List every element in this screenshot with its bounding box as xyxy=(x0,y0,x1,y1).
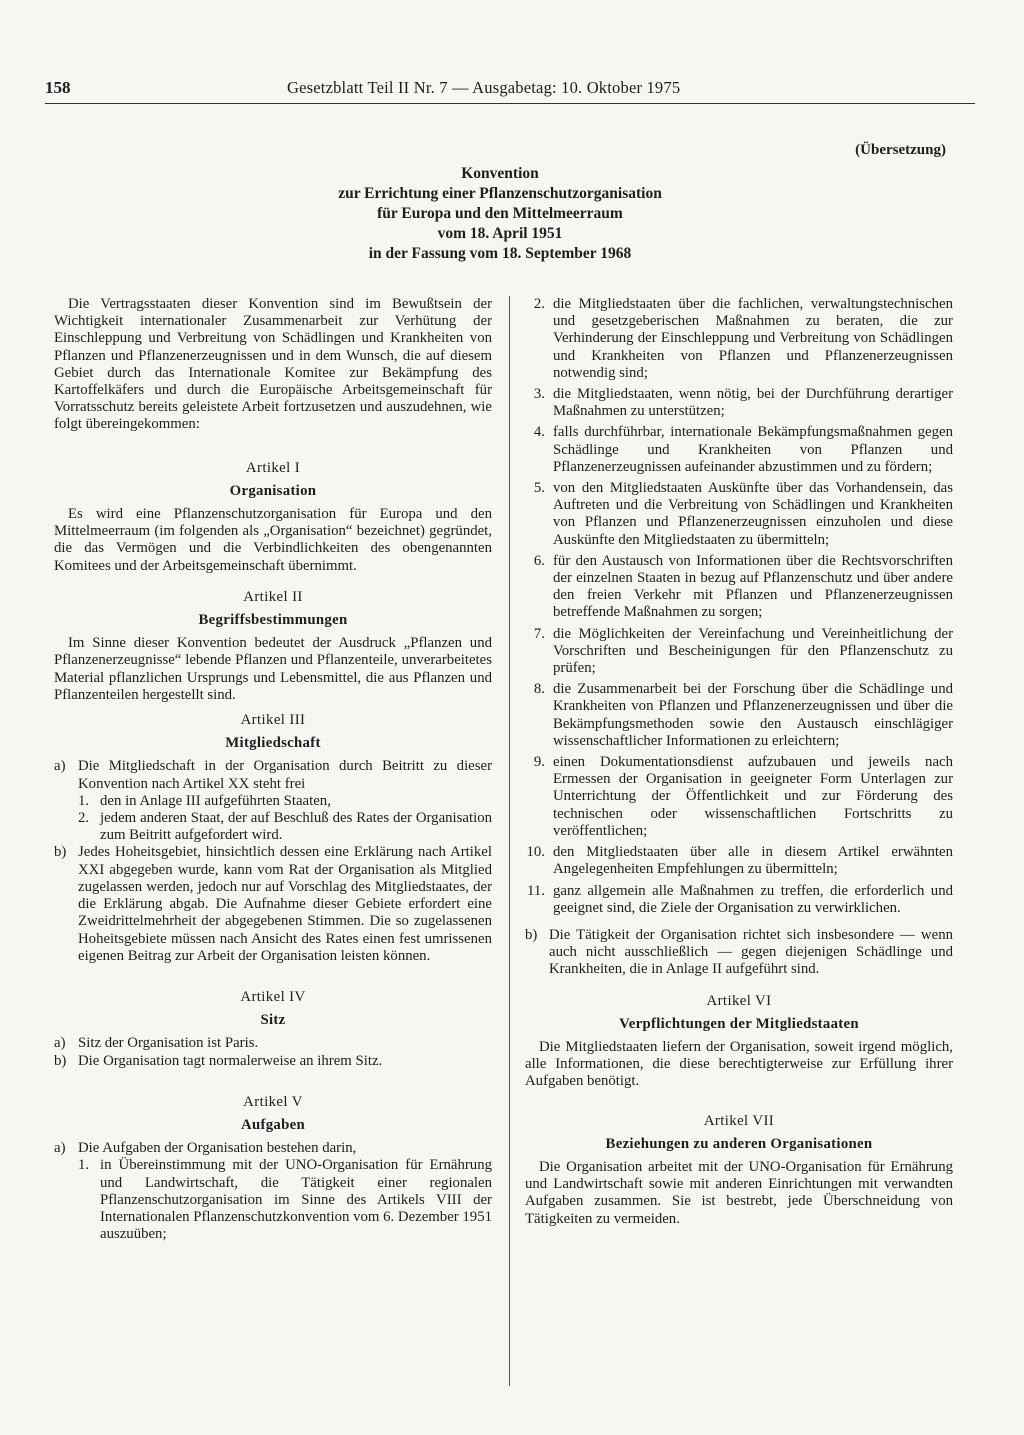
list-item xyxy=(525,296,953,382)
item-text: den Mitgliedstaaten über alle in diesem Artikel erwähnten Angelegenheiten Empfehlungen zu übermitteln; xyxy=(553,844,953,878)
item-text: die Mitgliedstaaten über die fachlichen, verwaltungstechnischen und gesetzgeberischen Maßnahmen zu beraten, die zur Verhinderung der Einschleppung und Verbreitung von Schädlingen und Krankheiten von Pflanzen und Pflanzenerzeugnissen notwendig sind; xyxy=(553,296,953,381)
page-header xyxy=(45,78,975,102)
list-item xyxy=(525,480,953,549)
item-text: ganz allgemein alle Maßnahmen zu treffen, die erforderlich und geeignet sind, die Ziele der Organisation zu verwirklichen. xyxy=(553,882,953,916)
article-title: Verpflichtungen der Mitgliedstaaten xyxy=(619,1015,859,1032)
header-rule xyxy=(45,103,975,104)
item-marker: 11. xyxy=(527,882,545,899)
item-marker: 1. xyxy=(78,1157,90,1174)
item-marker: 6. xyxy=(533,552,545,569)
item-marker: a) xyxy=(54,758,66,775)
title-line: für Europa und den Mittelmeerraum xyxy=(377,205,623,222)
list-item xyxy=(525,681,953,750)
item-text: Sitz der Organisation ist Paris. xyxy=(78,1035,259,1052)
article-text: Es wird eine Pflanzenschutzorganisation für Europa und den Mittelmeerraum (im folgenden als „Organisation“ bezeichnet) gegründet, die das Vermögen und die Verbindlichkeiten des obengenannten Komitees und der Arbeitsgemeinschaft übernimmt. xyxy=(54,506,492,574)
item-text: für den Austausch von Informationen über die Rechtsvorschriften der einzelnen Staaten in bezug auf Pflanzenschutz und über andere den freien Verkehr mit Pflanzen und Pflanzenerzeugnissen betreffende Maßnahmen zu sorgen; xyxy=(553,552,953,621)
item-marker: 7. xyxy=(533,625,545,642)
item-text: Die Mitgliedschaft in der Organisation durch Beitritt zu dieser Konvention nach Artikel XX steht frei xyxy=(78,758,492,792)
article-text: Im Sinne dieser Konvention bedeutet der Ausdruck „Pflanzen und Pflanzenerzeugnisse“ lebende Pflanzen und Pflanzenteile, unverarbeitetes Material pflanzlichen Ursprungs und Lebensmittel, die aus Pflanzen und Pflanzenteilen hergestellt sind. xyxy=(54,635,492,703)
title-line: in der Fassung vom 18. September 1968 xyxy=(368,245,632,262)
left-column xyxy=(54,296,492,1243)
sub-item xyxy=(78,793,492,810)
item-text: falls durchführbar, internationale Bekämpfungsmaßnahmen gegen Schädlinge und Krankheiten von Pflanzen und Pflanzenerzeugnissen aufeinander abzustimmen und zu fördern; xyxy=(553,424,953,475)
document-title xyxy=(200,164,800,264)
item-marker: 8. xyxy=(533,681,545,698)
preamble: Die Vertragsstaaten dieser Konvention sind im Bewußtsein der Wichtigkeit internationaler Zusammenarbeit zur Verhütung der Einschleppung und Verbreitung von Schädlingen und Krankheiten von Pflanzen und Pflanzenerzeugnissen und in dem Wunsch, die auf diesem Gebiet durch das Internationale Komitee zur Bekämpfung des Kartoffelkäfers und durch die Europäische Arbeitsgemeinschaft für Vorratsschutz bereits geleistete Arbeit fortzusetzen und auszudehnen, wie folgt übereingekommen: xyxy=(54,296,492,433)
list-item xyxy=(54,758,492,792)
article-heading: Artikel II xyxy=(243,588,303,605)
item-marker: b) xyxy=(54,844,67,861)
item-marker: a) xyxy=(54,1035,66,1052)
item-text: Jedes Hoheitsgebiet, hinsichtlich dessen eine Erklärung nach Artikel XXI abgegeben wurde, kann vom Rat der Organisation als Mitglied zugelassen werden, jedoch nur auf Vorschlag des Mitgliedstaates, der die Erklärung abgab. Die Aufnahme dieser Gebiete erfordert eine Zweidrittelmehrheit der abgegebenen Stimmen. Die so zugelassenen Hoheitsgebiete müssen nach Ansicht des Rates einen fest umrissenen eigenen Beitrag zur Arbeit der Organisation leisten können. xyxy=(78,844,492,964)
item-text: Die Aufgaben der Organisation bestehen darin, xyxy=(78,1140,357,1157)
item-text: die Zusammenarbeit bei der Forschung über die Schädlinge und Krankheiten von Pflanzen und Pflanzenerzeugnissen und über die Bekämpfungsmethoden sowie den Austausch einschlägiger wissenschaftlicher Informationen zu erleichtern; xyxy=(553,681,953,749)
list-item xyxy=(525,424,953,476)
item-text: jedem anderen Staat, der auf Beschluß des Rates der Organisation zum Beitritt aufgefordert wird. xyxy=(100,810,492,844)
article-title: Beziehungen zu anderen Organisationen xyxy=(605,1135,873,1152)
item-text: einen Dokumentationsdienst aufzubauen und jeweils nach Ermessen der Organisation in geeigneter Form Unterlagen zur Unterrichtung der Öffentlichkeit und zur Förderung des technischen oder wissenschaftlichen Fortschritts zu veröffentlichen; xyxy=(553,754,953,839)
list-item xyxy=(525,553,953,622)
article-heading: Artikel III xyxy=(240,712,306,729)
running-title: Gesetzblatt Teil II Nr. 7 — Ausgabetag: 10. Oktober 1975 xyxy=(287,78,681,97)
list-item xyxy=(54,1140,492,1157)
sub-item xyxy=(78,1157,492,1243)
article-heading: Artikel I xyxy=(245,459,301,476)
item-marker: a) xyxy=(54,1140,66,1157)
item-text: Die Tätigkeit der Organisation richtet sich insbesondere — wenn auch nicht ausschließlich — gegen diejenigen Schädlinge und Krankheiten, die in Anlage II aufgeführt sind. xyxy=(549,926,953,978)
list-item xyxy=(525,386,953,420)
article-heading: Artikel IV xyxy=(240,988,306,1005)
page-number: 158 xyxy=(45,78,71,97)
item-marker: 9. xyxy=(533,754,545,771)
right-column xyxy=(525,296,953,1228)
item-marker: 10. xyxy=(526,844,545,861)
item-text: den in Anlage III aufgeführten Staaten, xyxy=(100,792,331,809)
article-heading: Artikel VII xyxy=(703,1112,775,1129)
list-item xyxy=(525,844,953,878)
article-title: Begriffsbestimmungen xyxy=(198,612,348,629)
list-item xyxy=(54,1035,492,1052)
article-text: Die Organisation arbeitet mit der UNO-Organisation für Ernährung und Landwirtschaft sowie mit anderen Einrichtungen mit verwandten Aufgaben zusammen. Sie ist bestrebt, jede Überschneidung von Tätigkeiten zu vermeiden. xyxy=(525,1158,953,1227)
item-marker: 4. xyxy=(533,424,545,441)
item-marker: 2. xyxy=(533,296,545,312)
title-line: zur Errichtung einer Pflanzenschutzorganisation xyxy=(338,185,662,202)
item-text: von den Mitgliedstaaten Auskünfte über das Vorhandensein, das Auftreten und die Verbreitung von Schädlingen und Krankheiten von Pflanzen und Pflanzenerzeugnissen einzuholen und diese Auskünfte den Mitgliedstaaten zu übermitteln; xyxy=(553,480,953,548)
article-title: Mitgliedschaft xyxy=(225,735,321,752)
item-marker: 1. xyxy=(78,792,90,809)
column-divider xyxy=(509,296,510,1386)
article-title: Organisation xyxy=(229,482,317,499)
translation-note: (Übersetzung) xyxy=(855,142,946,158)
article-title: Sitz xyxy=(260,1012,286,1029)
item-text: die Möglichkeiten der Vereinfachung und Vereinheitlichung der Vorschriften und Bescheinigungen für den Pflanzenschutz zu prüfen; xyxy=(553,625,953,677)
item-text: in Übereinstimmung mit der UNO-Organisation für Ernährung und Landwirtschaft, die Tätigkeit einer regionalen Pflanzenschutzorganisation im Sinne des Artikels VIII der Internationalen Pflanzenschutzkonvention vom 6. Dezember 1951 auszuüben; xyxy=(100,1157,492,1243)
article-heading: Artikel VI xyxy=(706,992,772,1009)
list-item xyxy=(525,626,953,678)
list-item xyxy=(54,1053,492,1070)
list-item xyxy=(525,883,953,917)
item-marker: 3. xyxy=(533,386,545,403)
title-line: vom 18. April 1951 xyxy=(437,225,563,242)
title-line: Konvention xyxy=(461,165,539,182)
item-marker: b) xyxy=(525,926,538,943)
item-text: Die Organisation tagt normalerweise an ihrem Sitz. xyxy=(78,1052,383,1069)
article-heading: Artikel V xyxy=(243,1093,303,1110)
sub-item xyxy=(78,810,492,844)
item-marker: 2. xyxy=(78,810,90,827)
item-text: die Mitgliedstaaten, wenn nötig, bei der Durchführung derartiger Maßnahmen zu unterstützen; xyxy=(553,386,953,420)
list-item xyxy=(525,927,953,979)
list-item xyxy=(54,844,492,964)
item-marker: b) xyxy=(54,1052,67,1069)
item-marker: 5. xyxy=(533,480,545,497)
article-title: Aufgaben xyxy=(240,1116,306,1133)
list-item xyxy=(525,754,953,840)
article-text: Die Mitgliedstaaten liefern der Organisation, soweit irgend möglich, alle Informationen, die diese berechtigterweise zur Erfüllung ihrer Aufgaben benötigt. xyxy=(525,1038,953,1090)
